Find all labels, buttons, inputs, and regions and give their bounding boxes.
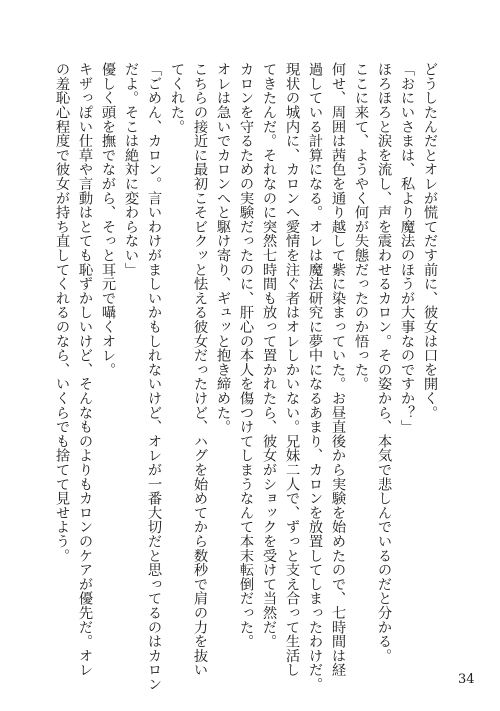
text-line: てきたんだ。それなのに突然七時間も放って置かれたら、彼女がショックを受けて当然だ。 [261, 62, 277, 649]
text-line: オレは急いでカロンへと駆け寄り、ギュッと抱き締めた。 [215, 62, 231, 434]
text-line: カロンを守るための実験だったのに、肝心の本人を傷つけてしまうなんて本末転倒だった。 [238, 62, 254, 649]
text-line: ここに来て、ようやく何が失態だったのか悟った。 [353, 62, 369, 391]
text-line: 「ごめん、カロン。言いわけがましいかもしれないけど、オレが一番大切だと思ってるのはカロン [146, 62, 162, 692]
text-line: 優しく頭を撫でながら、そっと耳元で囁くオレ。 [100, 62, 116, 377]
text-line: 現状の城内に、カロンへ愛情を注ぐ者はオレしかいない。兄妹二人で、ずっと支え合って生活し [284, 62, 300, 677]
text-line: ほろほろと涙を流し、声を震わせるカロン。その姿から、本気で悲しんでいるのだと分かる。 [376, 62, 392, 663]
text-line: の羞恥心程度で彼女が持ち直してくれるのなら、いくらでも捨てて見せよう。 [54, 62, 70, 563]
text-line: 過している計算になる。オレは魔法研究に夢中になるあまり、カロンを放置してしまったわけだ。 [307, 62, 323, 692]
text-line: こちらの接近に最初こそビクッと怯える彼女だったけど、ハグを始めてから数秒で肩の力を抜い [192, 62, 208, 677]
page-number: 34 [458, 672, 475, 687]
vertical-text-body [54, 62, 438, 692]
text-line: 何せ、周囲は茜色を通り越して紫に染まっていた。お昼直後から実験を始めたので、七時間は経 [330, 62, 346, 677]
text-line: だよ。そこは絶対に変わらない」 [123, 62, 139, 277]
text-line: キザっぽい仕草や言動はとても恥ずかしいけど、そんなものよりもカロンのケアが優先だ。オレ [77, 62, 93, 677]
text-line: てくれた。 [169, 62, 185, 134]
text-line: 「おにいさまは、私より魔法のほうが大事なのですか？」 [399, 62, 415, 434]
text-line: どうしたんだとオレが慌てだす前に、彼女は口を開く。 [422, 62, 438, 420]
